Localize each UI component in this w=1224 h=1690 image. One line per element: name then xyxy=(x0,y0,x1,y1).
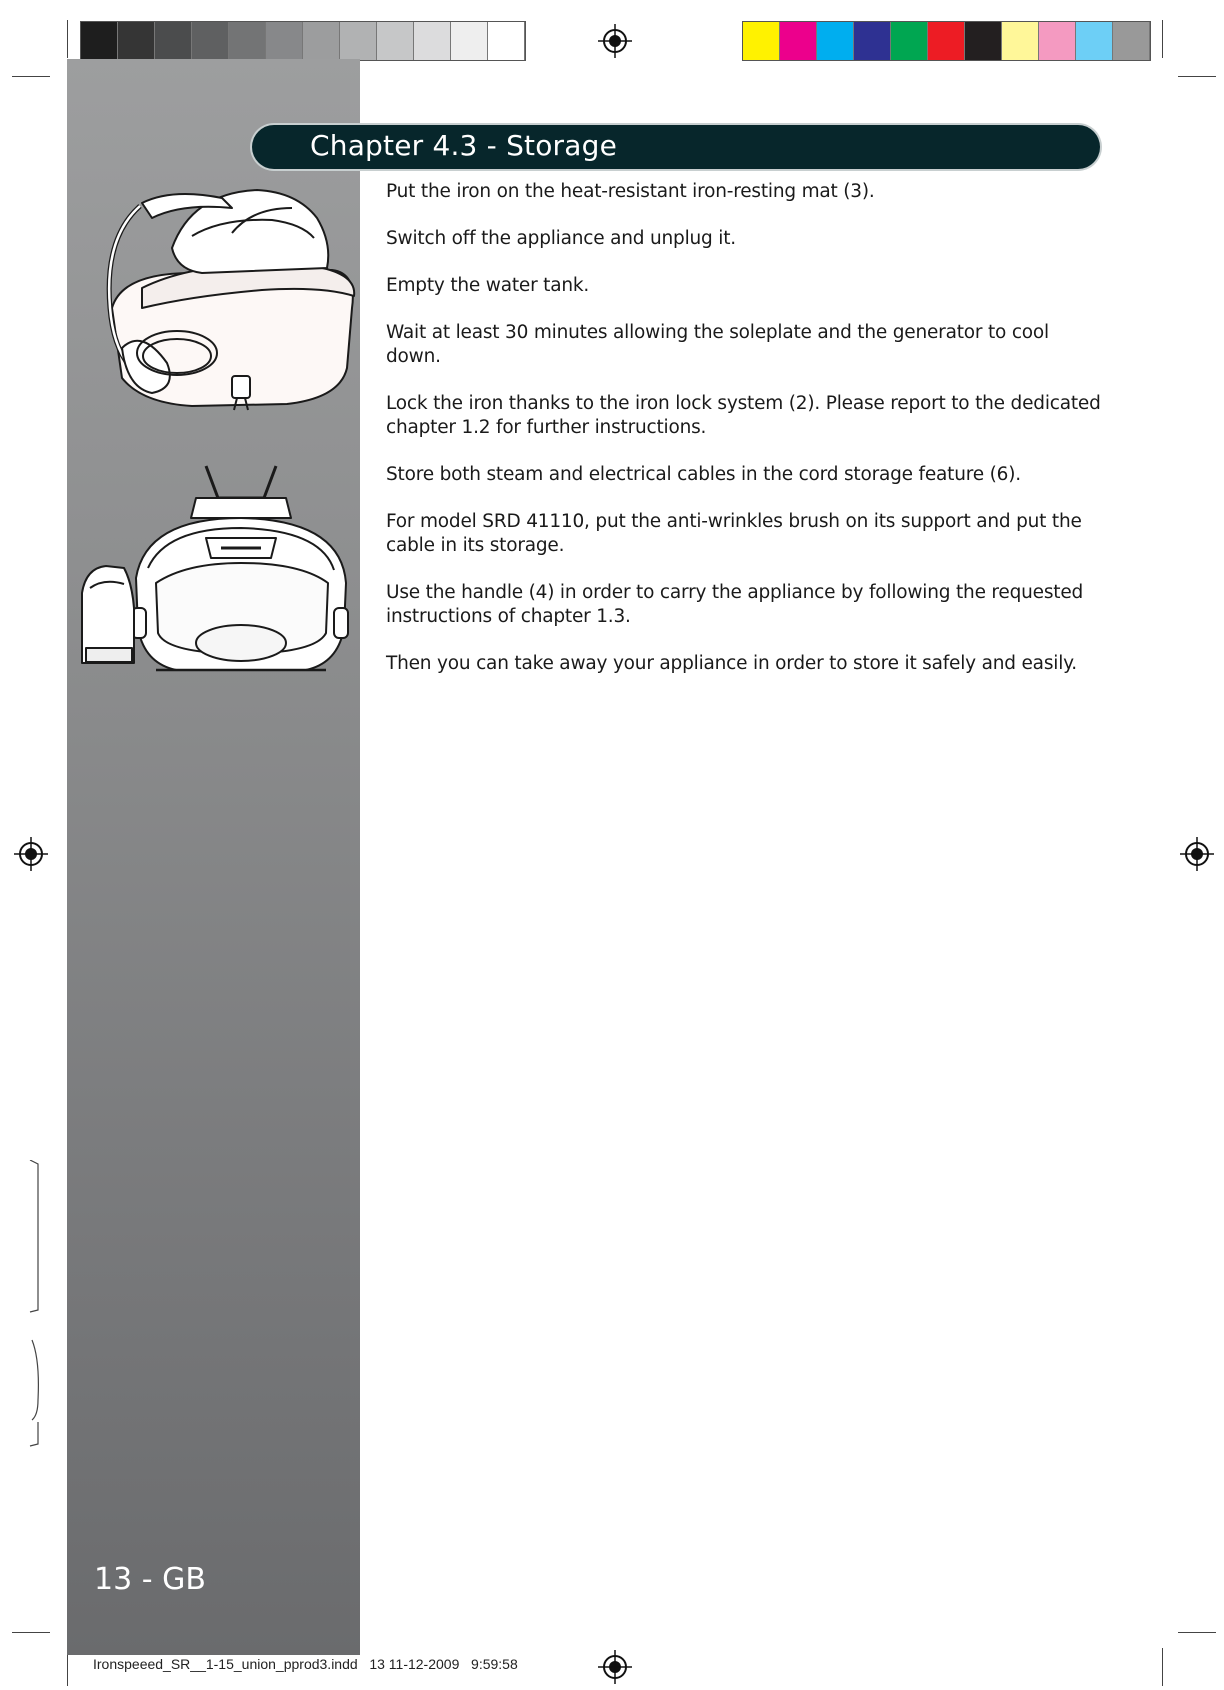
calibration-swatch xyxy=(965,22,1002,60)
calibration-swatch xyxy=(340,22,377,60)
instruction-paragraph: Then you can take away your appliance in order to store it safely and easily. xyxy=(386,653,1077,674)
grayscale-calibration-bar xyxy=(80,21,526,61)
calibration-swatch xyxy=(414,22,451,60)
calibration-swatch xyxy=(266,22,303,60)
registration-mark-icon xyxy=(598,24,632,58)
calibration-swatch xyxy=(155,22,192,60)
fold-mark xyxy=(26,1160,46,1450)
registration-mark-icon xyxy=(14,837,48,871)
instruction-paragraph: Use the handle (4) in order to carry the appliance by following the requested instructions of chapter 1.3. xyxy=(386,582,1084,627)
crop-mark xyxy=(1178,76,1216,77)
chapter-title: Chapter 4.3 - Storage xyxy=(310,129,618,162)
steam-generator-front-illustration xyxy=(76,458,360,680)
instruction-paragraph: Empty the water tank. xyxy=(386,275,590,296)
calibration-swatch xyxy=(1002,22,1039,60)
crop-mark xyxy=(67,20,68,58)
calibration-swatch xyxy=(451,22,488,60)
calibration-swatch xyxy=(192,22,229,60)
instruction-paragraph: Wait at least 30 minutes allowing the soleplate and the generator to cool down. xyxy=(386,322,1049,367)
crop-mark xyxy=(12,1632,50,1633)
calibration-swatch xyxy=(780,22,817,60)
calibration-swatch xyxy=(817,22,854,60)
calibration-swatch xyxy=(743,22,780,60)
calibration-swatch xyxy=(303,22,340,60)
calibration-swatch xyxy=(118,22,155,60)
calibration-swatch xyxy=(1039,22,1076,60)
calibration-swatch xyxy=(377,22,414,60)
instruction-paragraph: For model SRD 41110, put the anti-wrinkles brush on its support and put the cable in its storage. xyxy=(386,511,1082,556)
crop-mark xyxy=(12,76,50,77)
color-calibration-bar xyxy=(742,21,1151,61)
calibration-swatch xyxy=(854,22,891,60)
file-slug: Ironspeeed_SR__1-15_union_pprod3.indd 13 11-12-2009 9:59:58 xyxy=(93,1656,518,1672)
calibration-swatch xyxy=(891,22,928,60)
crop-mark xyxy=(1162,1648,1163,1686)
instruction-paragraph: Store both steam and electrical cables in the cord storage feature (6). xyxy=(386,464,1021,485)
calibration-swatch xyxy=(229,22,266,60)
crop-mark xyxy=(1162,20,1163,58)
registration-mark-icon xyxy=(1180,837,1214,871)
calibration-swatch xyxy=(81,22,118,60)
calibration-swatch xyxy=(928,22,965,60)
instructions-body xyxy=(386,180,1108,699)
crop-mark xyxy=(1178,1632,1216,1633)
steam-iron-generator-illustration xyxy=(82,178,362,418)
instruction-paragraph: Switch off the appliance and unplug it. xyxy=(386,228,736,249)
calibration-swatch xyxy=(1113,22,1150,60)
calibration-swatch xyxy=(1076,22,1113,60)
page-number: 13 - GB xyxy=(94,1562,206,1597)
instruction-paragraph: Put the iron on the heat-resistant iron-resting mat (3). xyxy=(386,181,875,202)
instruction-paragraph: Lock the iron thanks to the iron lock system (2). Please report to the dedicated chapter 1.2 for further instructions. xyxy=(386,393,1101,438)
registration-mark-icon xyxy=(598,1650,632,1684)
calibration-swatch xyxy=(488,22,525,60)
